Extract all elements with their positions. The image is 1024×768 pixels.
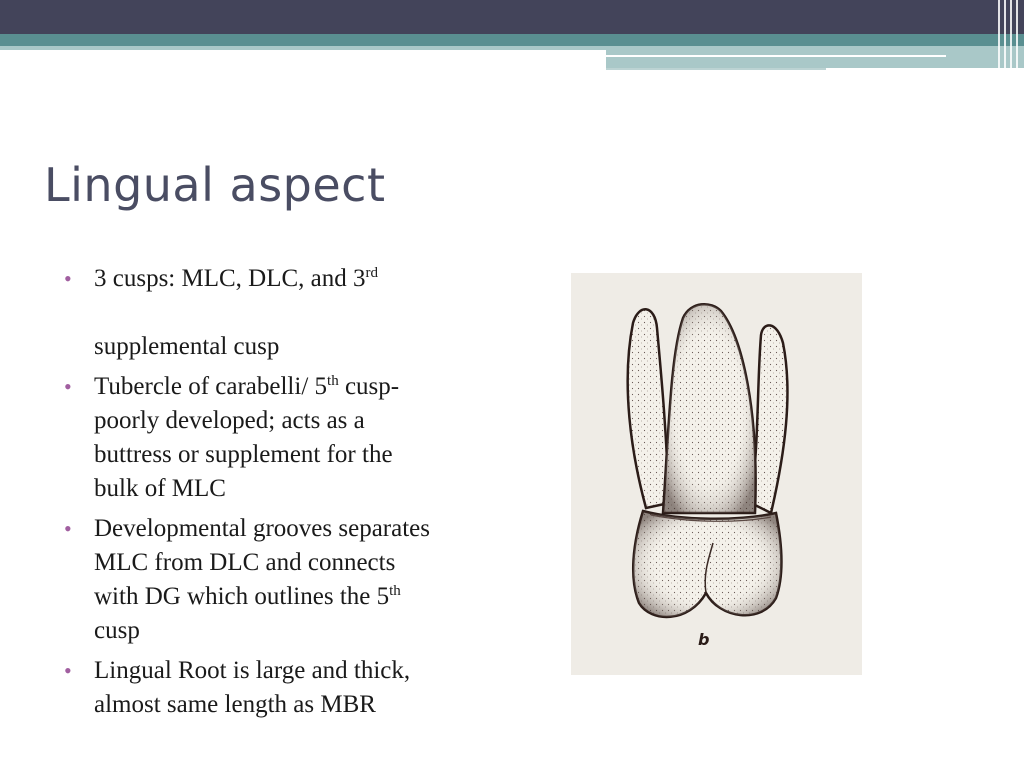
- header-band-block: [606, 46, 1024, 68]
- header-band-dark: [0, 0, 1024, 34]
- bullet-dot-icon: •: [64, 516, 72, 541]
- bullet-text: Lingual Root is large and thick, almost same length as MBR: [94, 657, 411, 718]
- bullet-dot-icon: •: [64, 374, 72, 399]
- bullet-item: [64, 512, 534, 648]
- header-rule-lower: [606, 68, 826, 70]
- figure-label: b: [698, 630, 710, 649]
- bullet-item: [64, 654, 534, 722]
- bullet-item: [64, 370, 534, 506]
- bullet-dot-icon: •: [64, 266, 72, 291]
- header-band-light: [0, 46, 606, 50]
- header-rule: [606, 55, 946, 57]
- bullet-list: [64, 262, 534, 728]
- bullet-dot-icon: •: [64, 658, 72, 683]
- bullet-text: Tubercle of carabelli/ 5th cusp- poorly developed; acts as a buttress or supplement for the bulk of MLC: [94, 373, 400, 502]
- bullet-text: Developmental grooves separates MLC from DLC and connects with DG which outlines the 5th cusp: [94, 515, 430, 644]
- header-stripes: [994, 0, 1024, 70]
- tooth-lingual-icon: [571, 273, 862, 675]
- header-band-teal: [0, 34, 1024, 46]
- bullet-text: 3 cusps: MLC, DLC, and 3rd supplemental cusp: [94, 265, 379, 360]
- slide-title: Lingual aspect: [44, 158, 386, 212]
- bullet-item: [64, 262, 534, 364]
- tooth-illustration: [571, 273, 862, 675]
